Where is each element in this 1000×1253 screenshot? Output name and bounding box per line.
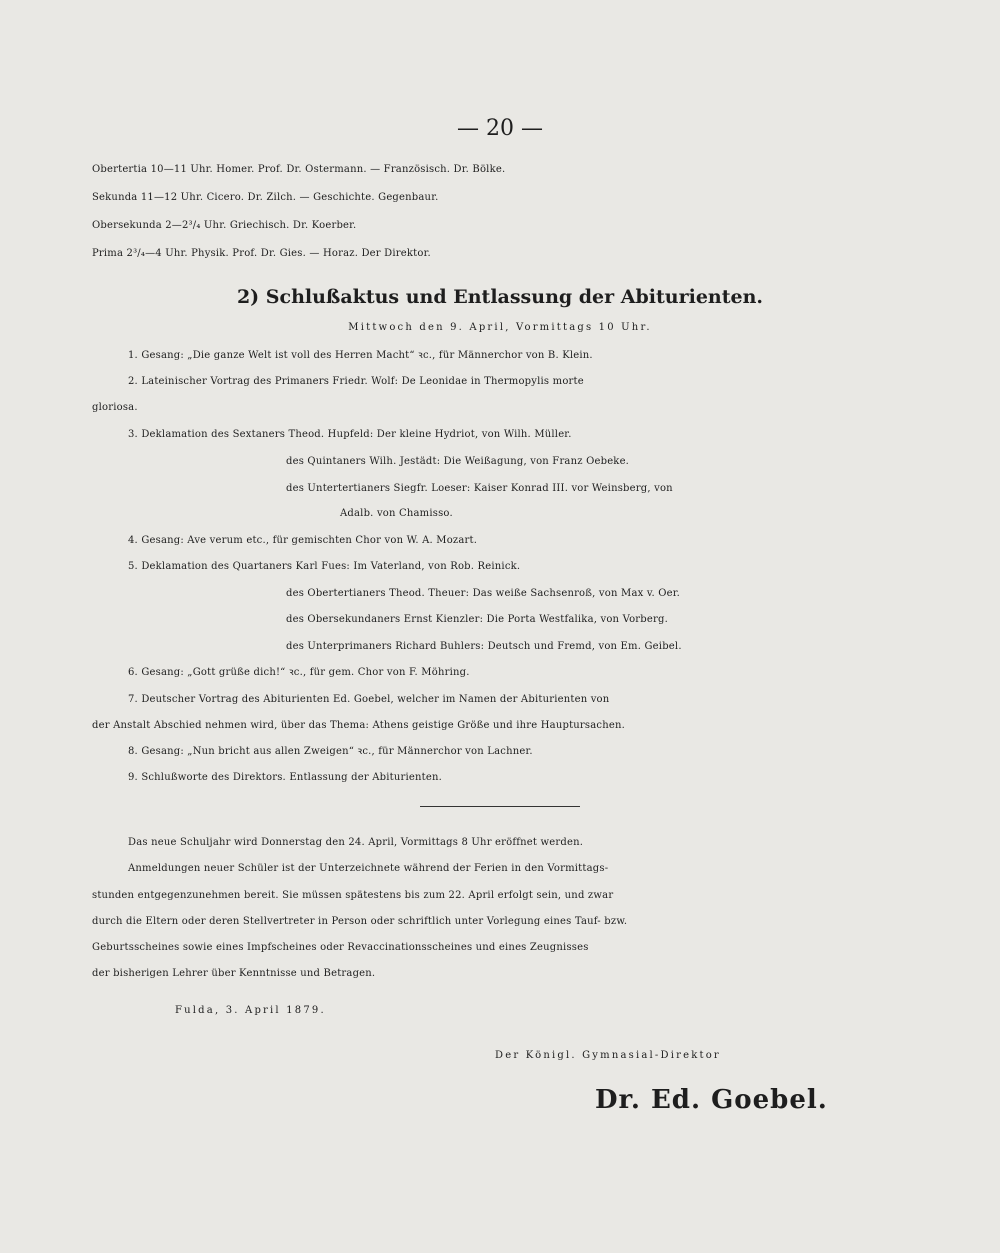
program-item-continuation: der Anstalt Abschied nehmen wird, über das Thema: Athens geistige Größe und ihre Hauptursachen. <box>92 720 625 731</box>
program-item: 5. Deklamation des Quartaners Karl Fues: Im Vaterland, von Rob. Reinick. <box>128 561 521 572</box>
program-item: 9. Schlußworte des Direktors. Entlassung der Abiturienten. <box>128 772 443 783</box>
signature-title: Der Königl. Gymnasial-Direktor <box>495 1050 721 1061</box>
page-number: — 20 — <box>457 116 543 141</box>
section-heading: 2) Schlußaktus und Entlassung der Abiturienten. <box>236 286 764 308</box>
announcement-line: der bisherigen Lehrer über Kenntnisse und Betragen. <box>92 968 376 979</box>
program-subitem: des Obertertianers Theod. Theuer: Das weiße Sachsenroß, von Max v. Oer. <box>286 588 681 599</box>
program-subitem: des Unterprimaners Richard Buhlers: Deutsch und Fremd, von Em. Geibel. <box>286 641 682 652</box>
program-item: 1. Gesang: „Die ganze Welt ist voll des Herren Macht“ ꝛc., für Männerchor von B. Klein. <box>128 350 593 361</box>
schedule-line: Obertertia 10—11 Uhr. Homer. Prof. Dr. Ostermann. — Französisch. Dr. Bölke. <box>92 164 506 175</box>
schedule-line: Sekunda 11—12 Uhr. Cicero. Dr. Zilch. — Geschichte. Gegenbaur. <box>92 192 439 203</box>
announcement-line: Geburtsscheines sowie eines Impfscheines oder Revaccinationsscheines und eines Zeugnisses <box>92 942 589 953</box>
signature-name: Dr. Ed. Goebel. <box>595 1085 828 1115</box>
announcement-line: Anmeldungen neuer Schüler ist der Unterzeichnete während der Ferien in den Vormittags- <box>128 863 609 874</box>
program-item-continuation: gloriosa. <box>92 402 138 413</box>
program-subitem: des Untertertianers Siegfr. Loeser: Kaiser Konrad III. vor Weinsberg, von <box>286 483 673 494</box>
program-item: 2. Lateinischer Vortrag des Primaners Friedr. Wolf: De Leonidae in Thermopylis morte <box>128 376 584 387</box>
announcement-line: Das neue Schuljahr wird Donnerstag den 24. April, Vormittags 8 Uhr eröffnet werden. <box>128 837 584 848</box>
program-item: 3. Deklamation des Sextaners Theod. Hupfeld: Der kleine Hydriot, von Wilh. Müller. <box>128 429 572 440</box>
schedule-line: Prima 2³/₄—4 Uhr. Physik. Prof. Dr. Gies. — Horaz. Der Direktor. <box>92 248 431 259</box>
date-line: Mittwoch den 9. April, Vormittags 10 Uhr. <box>348 322 652 333</box>
announcement-line: durch die Eltern oder deren Stellvertreter in Person oder schriftlich unter Vorlegung eines Tauf- bzw. <box>92 916 628 927</box>
program-item: 8. Gesang: „Nun bricht aus allen Zweigen“ ꝛc., für Männerchor von Lachner. <box>128 746 533 757</box>
program-item: 7. Deutscher Vortrag des Abiturienten Ed. Goebel, welcher im Namen der Abiturienten von <box>128 694 610 705</box>
program-item: 4. Gesang: Ave verum etc., für gemischten Chor von W. A. Mozart. <box>128 535 478 546</box>
program-item: 6. Gesang: „Gott grüße dich!“ ꝛc., für gem. Chor von F. Möhring. <box>128 667 470 678</box>
program-subitem: des Obersekundaners Ernst Kienzler: Die Porta Westfalika, von Vorberg. <box>286 614 668 625</box>
schedule-line: Obersekunda 2—2³/₄ Uhr. Griechisch. Dr. Koerber. <box>92 220 357 231</box>
program-item-continuation: Adalb. von Chamisso. <box>340 508 453 519</box>
announcement-line: stunden entgegenzunehmen bereit. Sie müssen spätestens bis zum 22. April erfolgt sein, und zwar <box>92 890 614 901</box>
separator-rule <box>420 806 580 807</box>
place-date: Fulda, 3. April 1879. <box>175 1005 326 1016</box>
program-subitem: des Quintaners Wilh. Jestädt: Die Weißagung, von Franz Oebeke. <box>286 456 630 467</box>
